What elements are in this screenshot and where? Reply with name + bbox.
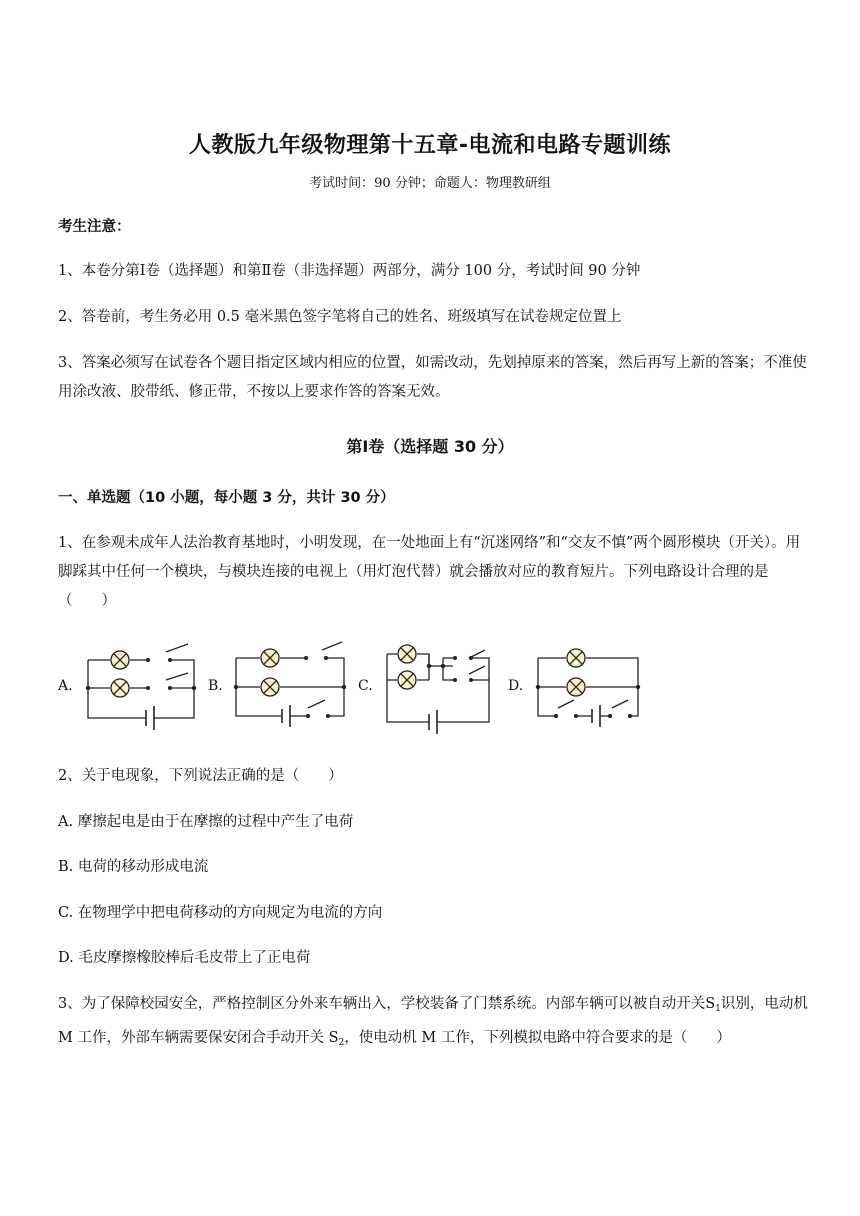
option-c-label: C. [358,678,373,694]
circuit-diagram-d [534,640,644,735]
switch-s2-label [329,1030,345,1046]
question-2-option-a: A. 摩擦起电是由于在摩擦的过程中产生了电荷 [58,814,354,830]
switch-s1-letter: S [705,996,716,1012]
question-3-stem [58,990,808,1058]
option-d-label: D. [508,678,524,694]
question-3-stem-part-1: 3、为了保障校园安全，严格控制区分外来车辆出入，学校装备了门禁系统。内部车辆可以被自动开关 [58,996,706,1012]
part-title: 一、单选题（10 小题，每小题 3 分，共计 30 分） [58,490,395,506]
question-3-stem-part-3: ，使电动机 M 工作，下列模拟电路中符合要求的是（ ） [344,1030,731,1046]
switch-s2-letter: S [328,1030,339,1046]
question-2-option-c: C. 在物理学中把电荷移动的方向规定为电流的方向 [58,905,383,921]
question-1-stem: 1、在参观未成年人法治教育基地时，小明发现，在一处地面上有“沉迷网络”和“交友不慎”两个圆形模块（开关）。用脚踩其中任何一个模块，与模块连接的电视上（用灯泡代替）就会播放对应的教育短片。下列电路设计合理的是（ ） [58,535,801,609]
notice-item-2: 2、答卷前，考生务必用 0.5 毫米黑色签字笔将自己的姓名、班级填写在试卷规定位置上 [58,309,622,325]
notice-item-3: 3、答案必须写在试卷各个题目指定区域内相应的位置，如需改动，先划掉原来的答案，然后再写上新的答案；不准使用涂改液、胶带纸、修正带，不按以上要求作答的答案无效。 [58,355,807,400]
question-3-stem-part-2: 识别，电动机 M 工作，外部车辆需要保安闭合手动开关 [58,996,808,1046]
notice-heading: 考生注意： [58,219,131,235]
page-title: 人教版九年级物理第十五章-电流和电路专题训练 [188,133,672,158]
switch-s1-subscript: 1 [715,1004,721,1014]
circuit-diagram-c [383,640,495,740]
circuit-diagram-b [232,640,350,735]
option-a-label: A. [58,678,73,694]
exam-info: 考试时间：90 分钟；命题人：物理教研组 [309,176,551,191]
notice-item-1: 1、本卷分第Ⅰ卷（选择题）和第Ⅱ卷（非选择题）两部分，满分 100 分，考试时间 90 分钟 [58,263,641,279]
switch-s1-label [705,996,721,1012]
circuit-diagram-a [84,640,199,735]
question-2-stem: 2、关于电现象，下列说法正确的是（ ） [58,768,343,784]
question-2-option-b: B. 电荷的移动形成电流 [58,859,209,875]
switch-s2-subscript: 2 [338,1038,345,1048]
option-b-label: B. [208,678,223,694]
question-2-option-d: D. 毛皮摩擦橡胶棒后毛皮带上了正电荷 [58,950,311,966]
question-1-options [58,640,658,740]
section-title: 第Ⅰ卷（选择题 30 分） [346,437,514,456]
